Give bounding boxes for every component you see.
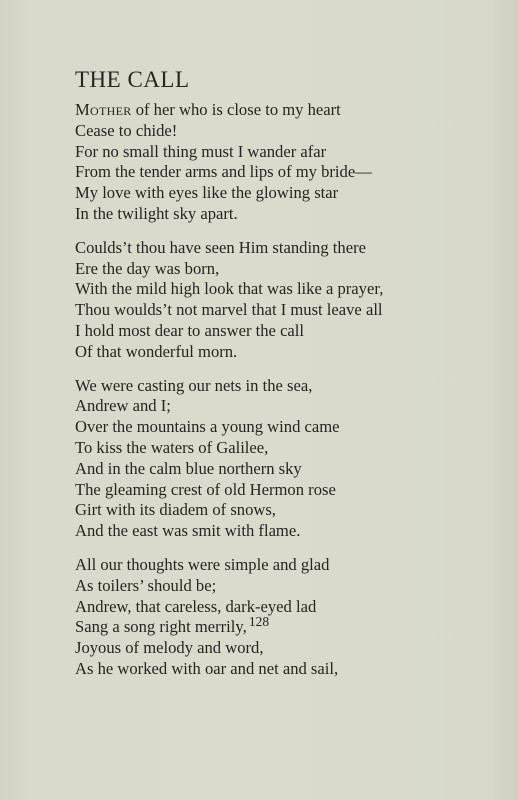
poem-line: And in the calm blue northern sky <box>75 458 302 478</box>
poem-line: Sang a song right merrily, <box>75 617 247 637</box>
poem-line: Of that wonderful morn. <box>75 341 238 361</box>
poem-line: Andrew, that careless, dark-eyed lad <box>75 596 317 616</box>
poem-body <box>75 100 475 693</box>
poem-title: THE CALL <box>75 67 190 92</box>
poem-line: To kiss the waters of Galilee, <box>75 437 269 457</box>
poem-line: Cease to chide! <box>75 120 178 140</box>
poem-line: Joyous of melody and word, <box>75 638 264 658</box>
poem-line: Coulds’t thou have seen Him standing there <box>75 237 366 257</box>
stanza-2 <box>75 238 475 363</box>
poem-line: My love with eyes like the glowing star <box>75 183 339 203</box>
poem-line: Thou woulds’t not marvel that I must leave all <box>75 300 383 320</box>
poem-line: As he worked with oar and net and sail, <box>75 658 339 678</box>
poem-line: Over the mountains a young wind came <box>75 417 340 437</box>
poem-line: Andrew and I; <box>75 396 171 416</box>
stanza-3 <box>75 376 475 542</box>
poem-line: Ere the day was born, <box>75 258 220 278</box>
first-line-rest: of her who is close to my heart <box>131 100 341 119</box>
page-number: 128 <box>248 614 270 629</box>
poem-line: From the tender arms and lips of my bride— <box>75 162 372 182</box>
first-word: Mother <box>75 100 132 119</box>
poem-line: With the mild high look that was like a prayer, <box>75 279 384 299</box>
stanza-1 <box>75 100 475 225</box>
poem-line: The gleaming crest of old Hermon rose <box>75 479 336 499</box>
poem-line: We were casting our nets in the sea, <box>75 375 313 395</box>
poem-line: Girt with its diadem of snows, <box>75 500 276 520</box>
poem-line: I hold most dear to answer the call <box>75 320 305 340</box>
poem-line: All our thoughts were simple and glad <box>75 554 330 574</box>
poem-line: For no small thing must I wander afar <box>75 141 327 161</box>
poem-line <box>75 100 475 121</box>
poem-line: And the east was smit with flame. <box>75 521 301 541</box>
poem-line: As toilers’ should be; <box>75 575 217 595</box>
poem-line: In the twilight sky apart. <box>75 203 238 223</box>
